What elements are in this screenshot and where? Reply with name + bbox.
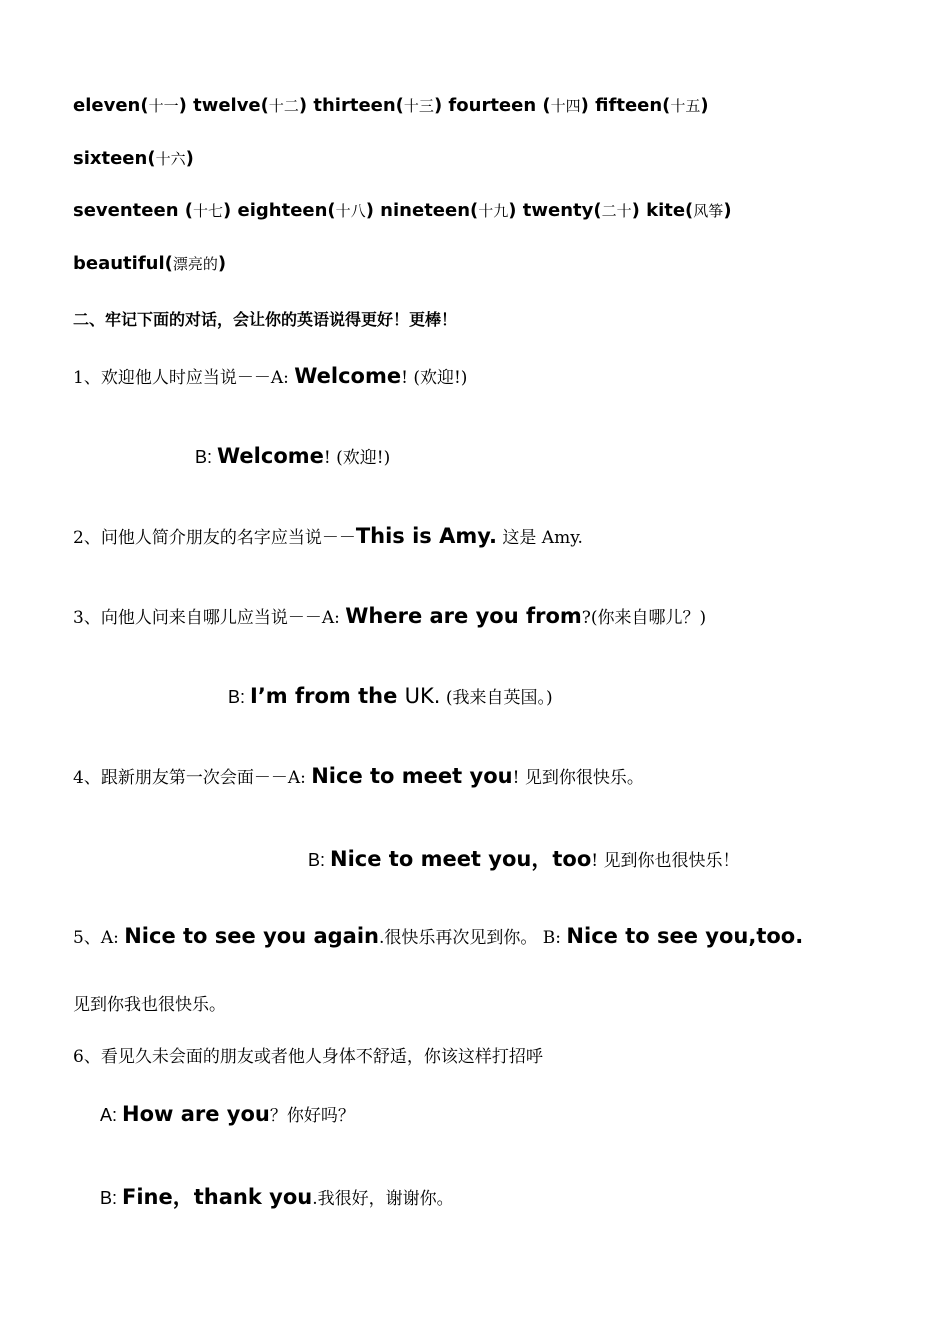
dialogue-3b: B: I’m from the UK. (我来自英国。) [228,684,553,708]
dialogue-6a: A: How are you？你好吗？ [100,1102,355,1126]
dialogue-5-continuation: 见到你我也很快乐。 [73,995,226,1015]
dialogue-4a: 4、跟新朋友第一次会面－－A: Nice to meet you! 见到你很快乐。 [73,764,644,788]
dialogue-1b: B: Welcome! (欢迎!) [195,444,391,468]
dialogue-6-intro: 6、看见久未会面的朋友或者他人身体不舒适，你该这样打招呼 [73,1047,543,1067]
dialogue-2: 2、问他人简介朋友的名字应当说－－This is Amy. 这是 Amy. [73,524,583,548]
vocab-row-3: seventeen (十七) eighteen(十八) nineteen(十九) twenty(二十) kite(风筝) [73,200,732,221]
dialogue-3a: 3、向他人问来自哪儿应当说－－A: Where are you from?(你来自哪儿？) [73,604,707,628]
dialogue-4b: B: Nice to meet you，too! 见到你也很快乐！ [308,847,740,871]
dialogue-6b: B: Fine，thank you.我很好，谢谢你。 [100,1185,454,1209]
section-heading: 二、牢记下面的对话，会让你的英语说得更好！更棒！ [73,310,458,329]
vocab-row-2: sixteen(十六) [73,148,194,169]
dialogue-1a: 1、欢迎他人时应当说－－A: Welcome! (欢迎!) [73,364,468,388]
vocab-row-4: beautiful(漂亮的) [73,253,227,274]
dialogue-5: 5、A: Nice to see you again.很快乐再次见到你。 B: Nice to see you,too. [73,924,804,948]
vocab-row-1: eleven(十一) twelve(十二) thirteen(十三) fourteen (十四) fifteen(十五) [73,95,709,116]
